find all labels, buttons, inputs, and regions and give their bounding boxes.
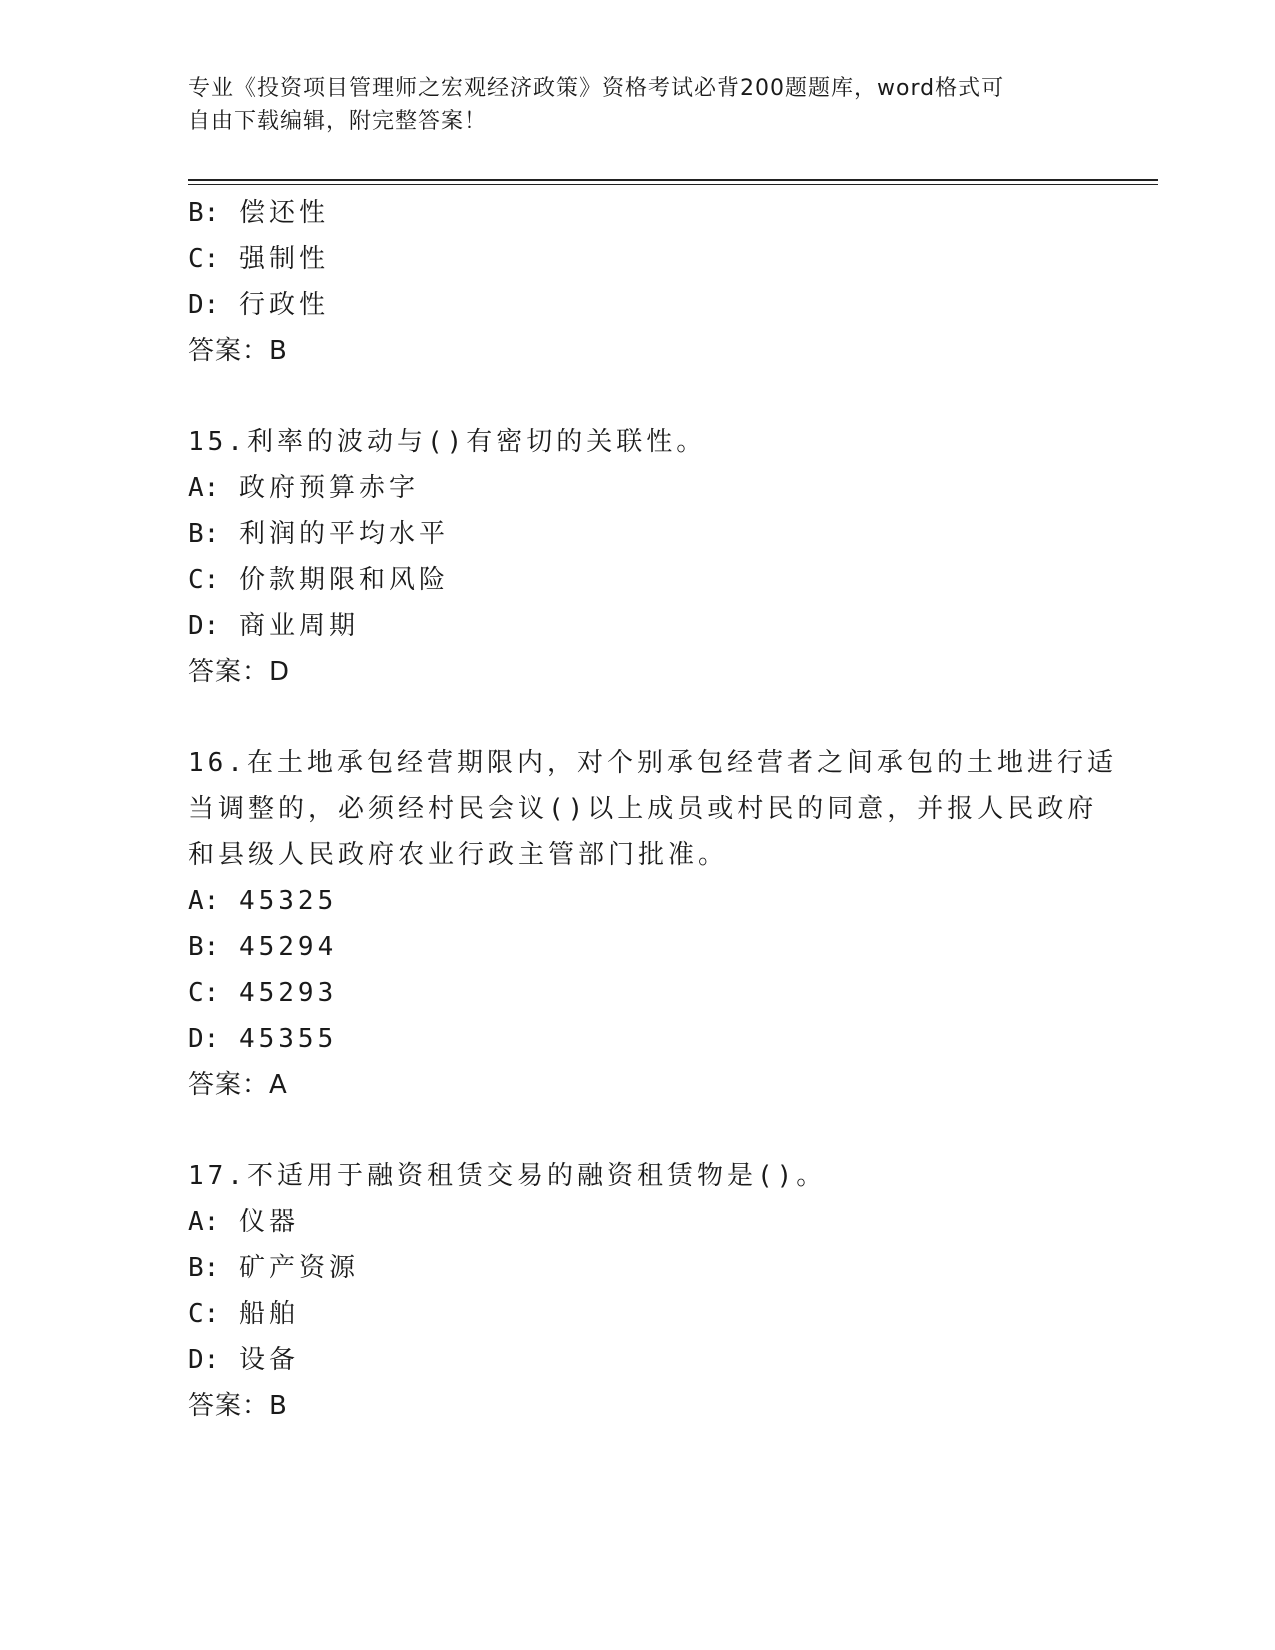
option-b: B: 利润的平均水平 bbox=[188, 519, 449, 549]
option-a: A: 45325 bbox=[188, 886, 338, 916]
question-stem: 17.不适用于融资租赁交易的融资租赁物是()。 bbox=[188, 1161, 827, 1191]
option-b: B: 矿产资源 bbox=[188, 1253, 359, 1283]
question-14-continued bbox=[188, 190, 1088, 374]
answer: 答案：A bbox=[188, 1070, 288, 1100]
document-header bbox=[188, 72, 1088, 138]
answer: 答案：B bbox=[188, 1391, 288, 1421]
option-b: B: 45294 bbox=[188, 932, 338, 962]
option-a: A: 仪器 bbox=[188, 1207, 299, 1237]
header-line-2: 自由下载编辑，附完整答案！ bbox=[188, 109, 488, 134]
question-stem-line-1: 16.在土地承包经营期限内，对个别承包经营者之间承包的土地进行适 bbox=[188, 748, 1117, 778]
question-stem-line-3: 和县级人民政府农业行政主管部门批准。 bbox=[188, 840, 729, 870]
option-d: D: 设备 bbox=[188, 1345, 299, 1375]
question-list bbox=[188, 190, 1117, 1429]
option-c: C: 船舶 bbox=[188, 1299, 299, 1329]
question-15 bbox=[188, 419, 1088, 695]
header-divider bbox=[188, 179, 1158, 185]
question-17 bbox=[188, 1153, 1088, 1429]
option-d: D: 行政性 bbox=[188, 290, 329, 320]
option-c: C: 价款期限和风险 bbox=[188, 565, 449, 595]
answer: 答案：D bbox=[188, 657, 291, 687]
header-line-1: 专业《投资项目管理师之宏观经济政策》资格考试必背200题题库，word格式可 bbox=[188, 76, 1005, 101]
option-a: A: 政府预算赤字 bbox=[188, 473, 419, 503]
question-stem-line-2: 当调整的，必须经村民会议()以上成员或村民的同意，并报人民政府 bbox=[188, 794, 1098, 824]
question-16 bbox=[188, 740, 1117, 1108]
answer: 答案：B bbox=[188, 336, 288, 366]
option-c: C: 45293 bbox=[188, 978, 338, 1008]
option-d: D: 45355 bbox=[188, 1024, 338, 1054]
option-d: D: 商业周期 bbox=[188, 611, 359, 641]
question-stem: 15.利率的波动与()有密切的关联性。 bbox=[188, 427, 707, 457]
option-b: B: 偿还性 bbox=[188, 198, 329, 228]
option-c: C: 强制性 bbox=[188, 244, 329, 274]
